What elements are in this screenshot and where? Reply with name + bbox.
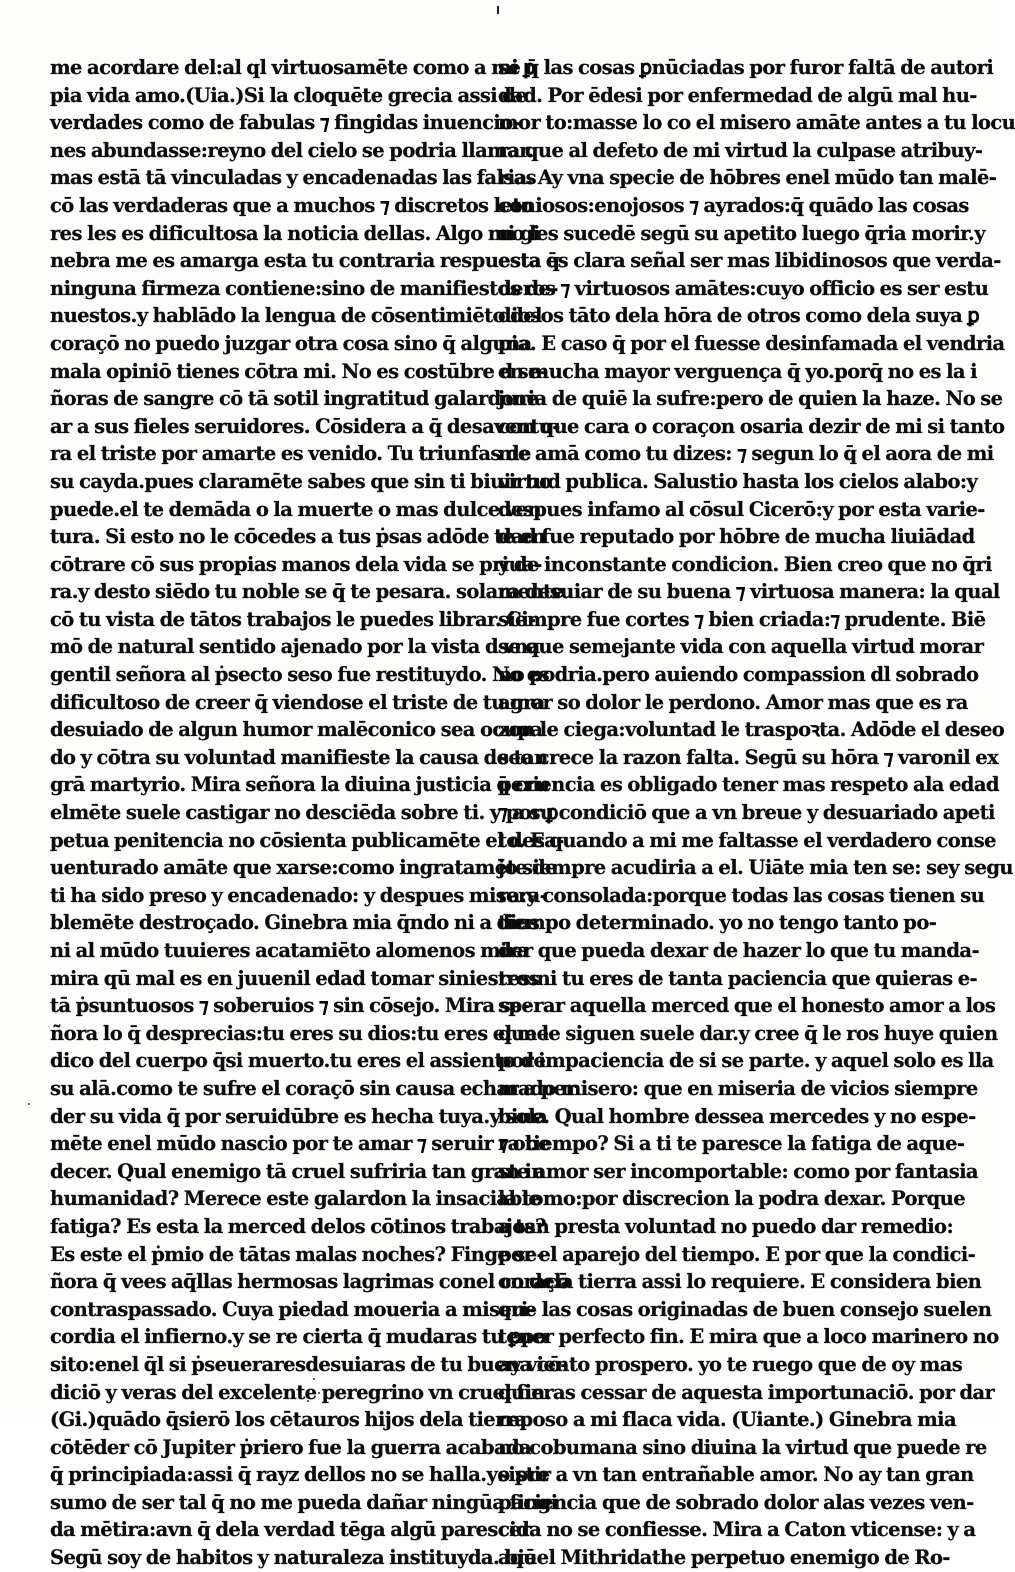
text-line: esta es clara señal ser mas libidinosos que verda-: [498, 249, 1001, 273]
text-line: siempre fue cortes ⁊ bien criada:⁊ prudente. Biē: [498, 607, 986, 631]
text-line: grā martyrio. Mira señora la diuina justicia q̄ cru: [50, 773, 550, 797]
text-line: cida no se confiesse. Mira a Caton vticense: y a: [498, 1518, 976, 1542]
text-line: periencia es obligado tener mas respeto ala edad: [498, 773, 999, 797]
text-line: ay viento prospero. yo te ruego que de oy mas: [498, 1352, 963, 1376]
text-line: jo siempre acudiria a el. Uiāte mia ten se: sey segu: [498, 856, 1013, 880]
text-line: blemēte destroçado. Ginebra mia q̄ndo ni a dios: [50, 911, 540, 935]
text-line: aquel Mithridathe perpetuo enemigo de Ro-: [498, 1546, 950, 1570]
text-line: reposo a mi flaca vida. (Uiante.) Ginebra mia: [498, 1408, 956, 1432]
text-line: mō de natural sentido ajenado por la vista d vna: [50, 635, 540, 659]
text-line: ra desuiar de su buena ⁊ virtuosa manera: la qual: [498, 580, 1000, 604]
top-ink-mark: [497, 6, 499, 14]
text-line: uenturado amāte que xarse:como ingratamēte de: [50, 856, 557, 880]
text-line: ⁊ a su condiciō que a vn breue y desuariado apeti: [498, 801, 995, 825]
text-line: mor to:masse lo co el misero amāte antes a tu locu: [498, 111, 1015, 135]
text-line: ñora q̄ vees aq̄llas hermosas lagrimas conel coraçō: [50, 1270, 569, 1294]
text-line: der que pueda dexar de hazer lo que tu manda-: [498, 939, 979, 962]
text-line: me amā como tu dizes: ⁊ segun lo q̄ el aora de mi: [498, 442, 994, 466]
text-line: cōtēder cō Jupiter ṗriero fue la guerra acabada: [50, 1435, 532, 1459]
text-line: dad. Por ēdesi por enfermedad de algū mal hu-: [498, 83, 977, 107]
text-line: diciō y veras del excelente peregrino vn cruel fin.: [50, 1380, 551, 1404]
text-line: biue. Qual hombre dessea mercedes y no espe-: [498, 1104, 976, 1128]
text-line: tā ṗsuntuosos ⁊ soberuios ⁊ sin cōsejo. Mira se-: [50, 994, 530, 1018]
text-line: decer. Qual enemigo tā cruel sufriria tan gran in: [50, 1159, 545, 1183]
text-line: pia vida amo.(Uia.)Si la cloquēte grecia assi de: [50, 83, 528, 107]
text-line: seo crece la razon falta. Segū su hōra ⁊ varonil ex: [498, 745, 999, 769]
text-line: dificultoso de creer q̄ viendose el triste de tu gra: [50, 690, 545, 714]
text-line: cordia el infierno.y se re cierta q̄ mudaras tu ꝑpo: [50, 1325, 547, 1349]
text-line: zon le ciega:voluntad le traspoꝛta. Adōde el deseo: [498, 718, 1005, 742]
text-line: despues infamo al cōsul Cicerō:y por esta varie-: [498, 497, 985, 521]
text-line: ñora lo q̄ desprecias:tu eres su dios:tu eres el me: [50, 1021, 549, 1045]
text-line: ra:y consolada:porque todas las cosas tienen su: [498, 883, 985, 907]
text-line: mas estā tā vinculadas y encadenadas las falsas: [50, 166, 537, 190]
text-line: tura. Si esto no le cōcedes a tus ṗsas adōde te en: [50, 525, 545, 549]
text-line: mado misero: que en miseria de vicios siempre: [498, 1076, 978, 1100]
text-line: ñoras de sangre cō tā sotil ingratitud galardone: [50, 387, 539, 411]
text-line: nes abundasse:reyno del cielo se podria llamar.: [50, 138, 534, 162]
text-line: ra que al defeto de mi virtud la culpase atribuy-: [498, 138, 983, 162]
text-line: res:ni tu eres de tanta paciencia que quieras e-: [498, 966, 977, 990]
text-line: por impaciencia de si se parte. y aquel solo es lla: [498, 1049, 994, 1073]
text-line: virtud publica. Salustio hasta los cielos alabo:y: [498, 469, 978, 493]
text-line: contraspassado. Cuya piedad moueria a miseri-: [50, 1297, 536, 1321]
text-line: ra el triste por amarte es venido. Tu triunfas de: [50, 442, 531, 466]
text-line: cō las verdaderas que a muchos ⁊ discretos leto: [50, 193, 534, 217]
text-line: do y cōtra su voluntad manifieste la causa de tan: [50, 745, 548, 769]
text-line: se que semejante vida con aquella virtud morar: [498, 635, 984, 659]
text-line: gentil señora al ṗsecto seso fue restituydo. No es: [50, 663, 550, 687]
text-line: sistir a vn tan entrañable amor. No ay tan gran: [498, 1463, 974, 1487]
text-line: la tomo:por discrecion la podra dexar. Porque: [498, 1187, 966, 1211]
text-line: der su vida q̄ por seruidūbre es hecha tuya.y sola: [50, 1104, 548, 1128]
text-line: ni al mūdo tuuieres acatamiēto alomenos mira: [50, 939, 529, 962]
text-line: elmēte suele castigar no desciēda sobre ti. y por ꝑ: [50, 801, 558, 825]
text-line: deros ⁊ virtuosos amātes:cuyo officio es ser estu: [498, 276, 989, 300]
text-line: y de inconstante condicion. Bien creo que no q̄ri: [498, 552, 992, 576]
text-line: ste amor ser incomportable: como por fantasia: [498, 1159, 978, 1183]
text-line: fatiga? Es esta la merced delos cōtinos trabajos?: [50, 1214, 546, 1238]
text-line: mēte enel mūdo nascio por te amar ⁊ seruir ⁊ obe: [50, 1132, 550, 1156]
text-line: sperar aquella merced que el honesto amor a los: [498, 994, 996, 1018]
text-line: Segū soy de habitos y naturaleza instituyda. biē: [50, 1546, 536, 1570]
text-line: (Gi.)quādo q̄sierō los cētauros hijos dela tierra: [50, 1408, 527, 1432]
text-line: nuestos.y hablādo la lengua de cōsentimiēto del: [50, 304, 542, 328]
text-line: coraçō no puedo juzgar otra cosa sino q̄ alguna: [50, 331, 532, 355]
text-line: se q̄ las cosas ꝑnūciadas por furor faltā de autori: [498, 56, 994, 79]
text-line: ria. Ay vna specie de hōbres enel mūdo tan malē-: [498, 166, 997, 190]
text-line: sumo de ser tal q̄ no me pueda dañar ningūa fingi: [50, 1490, 558, 1514]
text-line: por el aparejo del tiempo. E por que la condici-: [498, 1242, 976, 1266]
text-line: on dela tierra assi lo requiere. E considera bien: [498, 1270, 982, 1294]
text-line: que le siguen suele dar.y cree q̄ le ros huye quien: [498, 1021, 998, 1045]
text-line: cō tu vista de tātos trabajos le puedes librar. Ci-: [50, 607, 536, 631]
text-line: con que cara o coraçon osaria dezir de mi si tanto: [498, 414, 1005, 438]
text-line: mira qū mal es en juuenil edad tomar siniestros: [50, 966, 539, 990]
text-line: ninguna firmeza contiene:sino de manifiestos de-: [50, 276, 558, 300]
left-text-column: [50, 54, 576, 1570]
text-line: petua penitencia no cōsienta publicamēte el desa-: [50, 828, 564, 852]
text-line: diosos tāto dela hōra de otros como dela suya ꝑ: [498, 304, 980, 328]
text-line: no cobumana sino diuina la virtud que puede re: [498, 1435, 987, 1459]
text-line: sito:enel q̄l si ṗseueraresdesuiaras de tu buena cō-: [50, 1352, 568, 1376]
text-line: ra tiempo? Si a ti te paresce la fatiga de aque-: [498, 1132, 965, 1156]
text-line: paciencia que de sobrado dolor alas vezes ven-: [498, 1490, 974, 1514]
text-line: tener perfecto fin. E mira que a loco marinero no: [498, 1325, 999, 1349]
text-line: nebra me es amarga esta tu contraria respuesta q̄: [50, 249, 560, 273]
ink-speck: [28, 1103, 30, 1105]
text-line: desuiado de algun humor malēconico sea ocupa: [50, 718, 543, 742]
text-line: coniosos:enojosos ⁊ ayrados:q̄ quādo las cosas: [498, 193, 969, 217]
text-line: verdades como de fabulas ⁊ fingidas inuencio-: [50, 111, 521, 135]
text-line: no les sucedē segū su apetito luego q̄ria morir.y: [498, 221, 985, 245]
text-line: pia. E caso q̄ por el fuesse desinfamada el vendria: [498, 331, 1005, 355]
text-line: q̄ principiada:assi q̄ rayz dellos no se halla.yo pre: [50, 1463, 550, 1487]
text-line: me acordare del:al ql virtuosamēte como a mi ꝑ: [50, 56, 536, 79]
text-line: su cayda.pues claramēte sabes que sin ti biuir no: [50, 469, 552, 493]
right-text-column: [498, 54, 1015, 1570]
text-line: su alā.como te sufre el coraçō sin causa echar a per: [50, 1076, 576, 1100]
text-line: da mētira:avn q̄ dela verdad tēga algū parescer.: [50, 1518, 535, 1542]
text-line: tiempo determinado. yo no tengo tanto po-: [498, 911, 937, 935]
text-line: cōtrare cō sus propias manos dela vida se priua-: [50, 552, 542, 576]
text-line: no podria.pero auiendo compassion dl sobrado: [498, 663, 979, 687]
text-line: ti ha sido preso y encadenado: y despues misera-: [50, 883, 548, 907]
text-line: mala opiniō tienes cōtra mi. No es costūbre d se-: [50, 359, 548, 383]
text-line: dad fue reputado por hōbre de mucha liuiādad: [498, 525, 975, 549]
text-line: humanidad? Merece este galardon la insaciable: [50, 1187, 541, 1211]
text-line: dico del cuerpo q̄si muerto.tu eres el assiento de: [50, 1049, 546, 1073]
text-line: amor so dolor le perdono. Amor mas que es ra: [498, 690, 968, 714]
text-line: ar a sus fieles seruidores. Cōsidera a q̄ desaventu-: [50, 414, 560, 438]
text-line: quieras cessar de aquesta importunaciō. por dar: [498, 1380, 995, 1404]
text-line: res les es dificultosa la noticia dellas. Algo mi gi: [50, 221, 540, 245]
text-line: a tan presta voluntad no puedo dar remedio:: [498, 1214, 954, 1238]
text-line: to. E quando a mi me faltasse el verdadero conse: [498, 828, 996, 852]
text-line: ra.y desto siēdo tu noble se q̄ te pesara. solamente: [50, 580, 564, 604]
text-line: Es este el ṗmio de tātas malas noches? Finge se-: [50, 1242, 545, 1266]
text-line: que las cosas originadas de buen consejo suelen: [498, 1297, 992, 1321]
text-line: en mucha mayor verguença q̄ yo.porq̄ no es la i: [498, 359, 977, 383]
text-line: puede.el te demāda o la muerte o mas dulce ven: [50, 497, 541, 521]
text-line: juria de quiē la sufre:pero de quien la haze. No se: [498, 387, 1003, 411]
